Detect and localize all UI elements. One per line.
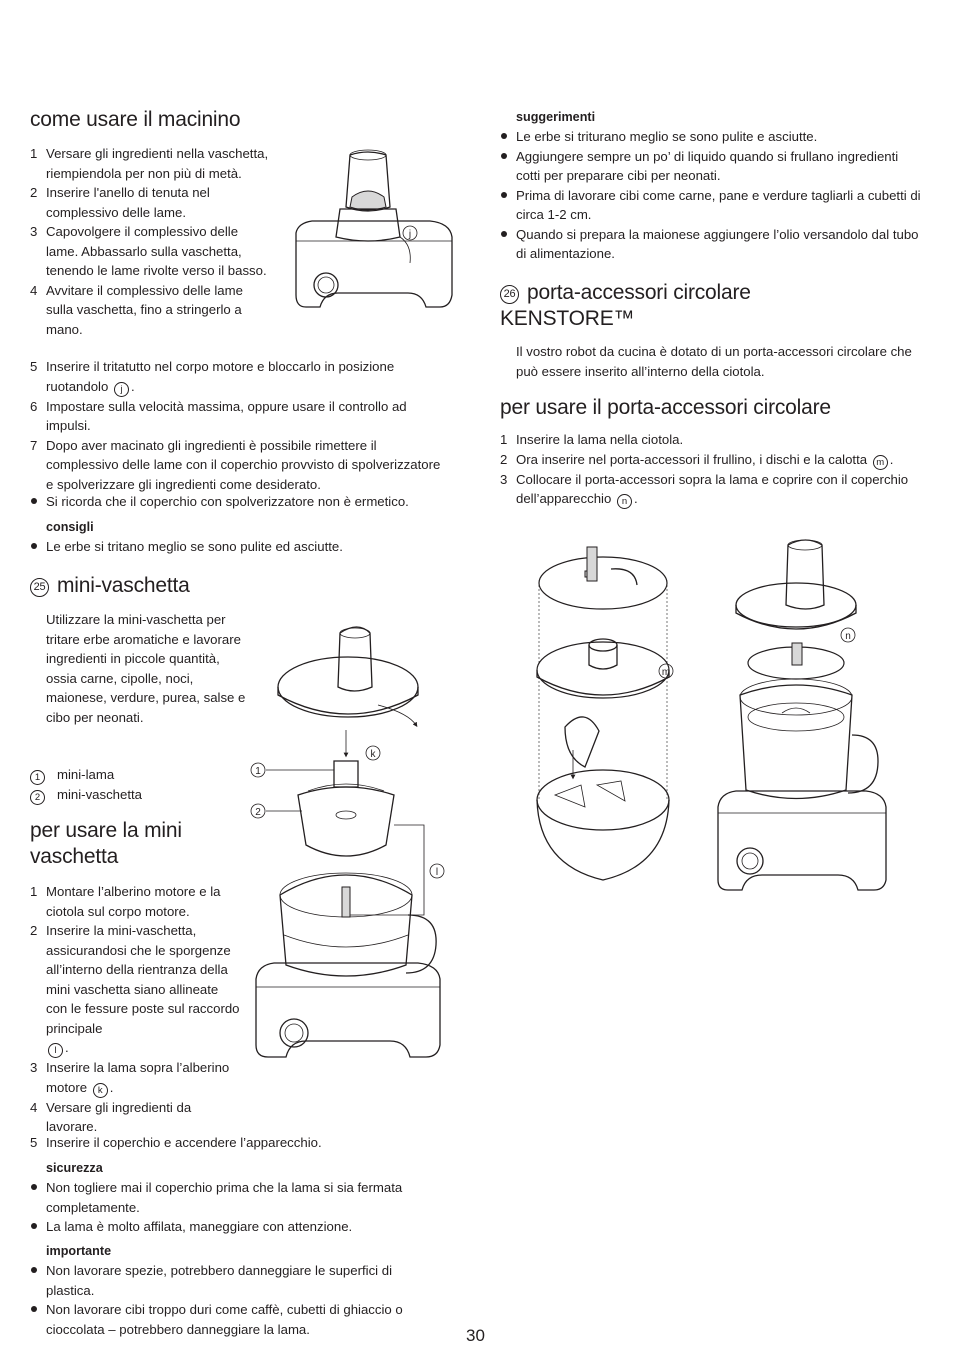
subheading-consigli: consigli — [46, 520, 94, 534]
motor-base — [296, 221, 452, 307]
section-number-icon: 26 — [500, 285, 519, 304]
kenstore-steps — [500, 430, 925, 509]
speed-knob-icon — [737, 848, 763, 874]
list-item: 2 mini-vaschetta — [30, 785, 250, 805]
importante-list — [30, 1261, 442, 1339]
circled-number-icon: 2 — [30, 790, 45, 805]
section-title-mini-use: per usare la mini vaschetta — [30, 819, 182, 868]
subheading-suggerimenti: suggerimenti — [516, 110, 596, 124]
callout-label: 2 — [255, 807, 261, 818]
list-item: 2 Inserire l'anello di tenuta nel complessivo delle lame. — [30, 185, 210, 220]
blade-assembly — [336, 209, 400, 241]
callout-label: n — [845, 631, 851, 642]
feed-tube — [338, 627, 372, 691]
list-item: 6 Impostare sulla velocità massima, oppure usare il controllo ad impulsi. — [30, 398, 407, 433]
bowl-with-blade — [537, 770, 669, 830]
list-item: 5 Inserire il coperchio e accendere l’apparecchio. — [30, 1135, 322, 1150]
speed-knob-icon — [280, 1019, 308, 1047]
callout-label: l — [435, 867, 439, 878]
list-item: Le erbe si triturano meglio se sono pulite e asciutte. — [500, 127, 925, 147]
kenstore-intro: Il vostro robot da cucina è dotato di un porta-accessori circolare che può essere inserito all’interno della ciotola. — [516, 344, 912, 379]
list-item: 3 Inserire la lama sopra l’alberino motore k . — [30, 1060, 230, 1096]
slicing-disc — [539, 557, 667, 609]
list-item: 7 Dopo aver macinato gli ingredienti è possibile rimettere il complessivo delle lame con il coperchio provvisto di spolverizzatore e spolverizzare gli ingredienti come desiderato. — [30, 437, 441, 492]
macinino-steps-b — [30, 357, 442, 494]
list-item: 2 Ora inserire nel porta-accessori il frullino, i dischi e la calotta m . — [500, 451, 894, 468]
mini-use-steps-b — [30, 1133, 442, 1153]
callout-label: k — [370, 749, 376, 760]
mini-blade — [334, 761, 358, 787]
sicurezza-list — [30, 1178, 442, 1237]
calotta — [565, 717, 599, 767]
subheading-sicurezza: sicurezza — [46, 1161, 103, 1175]
mini-vaschetta — [298, 787, 394, 856]
section-title-mini: 25 mini-vaschetta — [30, 573, 190, 599]
mini-parts — [30, 765, 250, 805]
list-item: 3 Capovolgere il complessivo delle lame. Abbassarlo sulla vaschetta, tenendo le lame rivolte verso il basso. — [30, 224, 267, 278]
list-item: 4 Avvitare il complessivo delle lame sulla vaschetta, fino a stringerlo a mano. — [30, 282, 243, 337]
mini-use-steps-a — [30, 882, 242, 1137]
section-title-kenstore: 26 porta-accessori circolare KENSTORE™ — [500, 281, 751, 330]
list-item: 1 Montare l’alberino motore e la ciotola sul corpo motore. — [30, 884, 221, 919]
mini-intro: Utilizzare la mini-vaschetta per tritare erbe aromatiche e lavorare ingredienti in piccole quantità, ossia carne, cipolle, noci, maionese, verdure, purea, salse e cibo per neonati. — [46, 612, 246, 725]
ref-circled-letter-icon: m — [873, 455, 888, 470]
callout-m — [650, 655, 680, 685]
bowl — [740, 685, 852, 799]
kenstore-exploded-illustration — [525, 545, 695, 900]
list-item: La lama è molto affilata, maneggiare con attenzione. — [30, 1217, 442, 1237]
motor-base — [718, 791, 886, 890]
kenstore-assembled-illustration — [706, 535, 906, 895]
section-title-kenstore-use: per usare il porta-accessori circolare — [500, 396, 831, 419]
list-item: 1 mini-lama — [30, 765, 250, 785]
callout-label: 1 — [255, 766, 261, 777]
list-item: Quando si prepara la maionese aggiungere l’olio versandolo dal tubo di alimentazione. — [500, 225, 925, 264]
list-item: Si ricorda che il coperchio con spolverizzatore non è ermetico. — [30, 492, 442, 512]
suggerimenti-list — [500, 127, 925, 264]
list-item: 5 Inserire il tritatutto nel corpo motore e bloccarlo in posizione ruotandolo j . — [30, 359, 395, 395]
lid — [736, 583, 856, 627]
consigli-list — [30, 537, 442, 557]
ref-circled-letter-icon: j — [114, 382, 129, 397]
macinino-bullets — [30, 492, 442, 512]
list-item: Non lavorare spezie, potrebbero danneggiare le superfici di plastica. — [30, 1261, 442, 1300]
lid — [278, 657, 418, 717]
circled-number-icon: 1 — [30, 770, 45, 785]
list-item: 2 Inserire la mini-vaschetta, assicurandosi che le sporgenze all’interno della rientranza della mini vaschetta siano allineate con le fessure poste sul raccordo principale l . — [30, 923, 240, 1056]
list-item: Non togliere mai il coperchio prima che la lama si sia fermata completamente. — [30, 1178, 442, 1217]
ref-circled-letter-icon: k — [93, 1083, 108, 1098]
callout-label: m — [661, 667, 671, 678]
ref-circled-letter-icon: l — [48, 1043, 63, 1058]
callout-label: j — [408, 229, 412, 240]
list-item: 4 Versare gli ingredienti da lavorare. — [30, 1099, 192, 1134]
list-item: 1 Versare gli ingredienti nella vaschetta, riempiendola per non più di metà. — [30, 146, 269, 181]
subheading-importante: importante — [46, 1244, 112, 1258]
grinder-illustration — [290, 145, 460, 320]
list-item: Prima di lavorare cibi come carne, pane e verdure tagliarli a cubetti di circa 1-2 cm. — [500, 186, 925, 225]
list-item: Aggiungere sempre un po’ di liquido quando si frullano ingredienti cotti per preparare cibi per neonati. — [500, 147, 925, 186]
macinino-steps-a — [30, 144, 270, 339]
mini-bowl-illustration — [248, 615, 458, 1105]
ref-circled-letter-icon: n — [617, 494, 632, 509]
page-number: 30 — [466, 1326, 485, 1345]
section-number-icon: 25 — [30, 578, 49, 597]
list-item: 1 Inserire la lama nella ciotola. — [500, 432, 684, 447]
section-title-macinino: come usare il macinino — [30, 108, 241, 131]
list-item: Le erbe si tritano meglio se sono pulite ed asciutte. — [30, 537, 442, 557]
list-item: 3 Collocare il porta-accessori sopra la lama e coprire con il coperchio dell’apparecchio n . — [500, 471, 909, 507]
list-item: Non lavorare cibi troppo duri come caffè, cubetti di ghiaccio o cioccolata – potrebbero danneggiare la lama. — [30, 1300, 442, 1339]
